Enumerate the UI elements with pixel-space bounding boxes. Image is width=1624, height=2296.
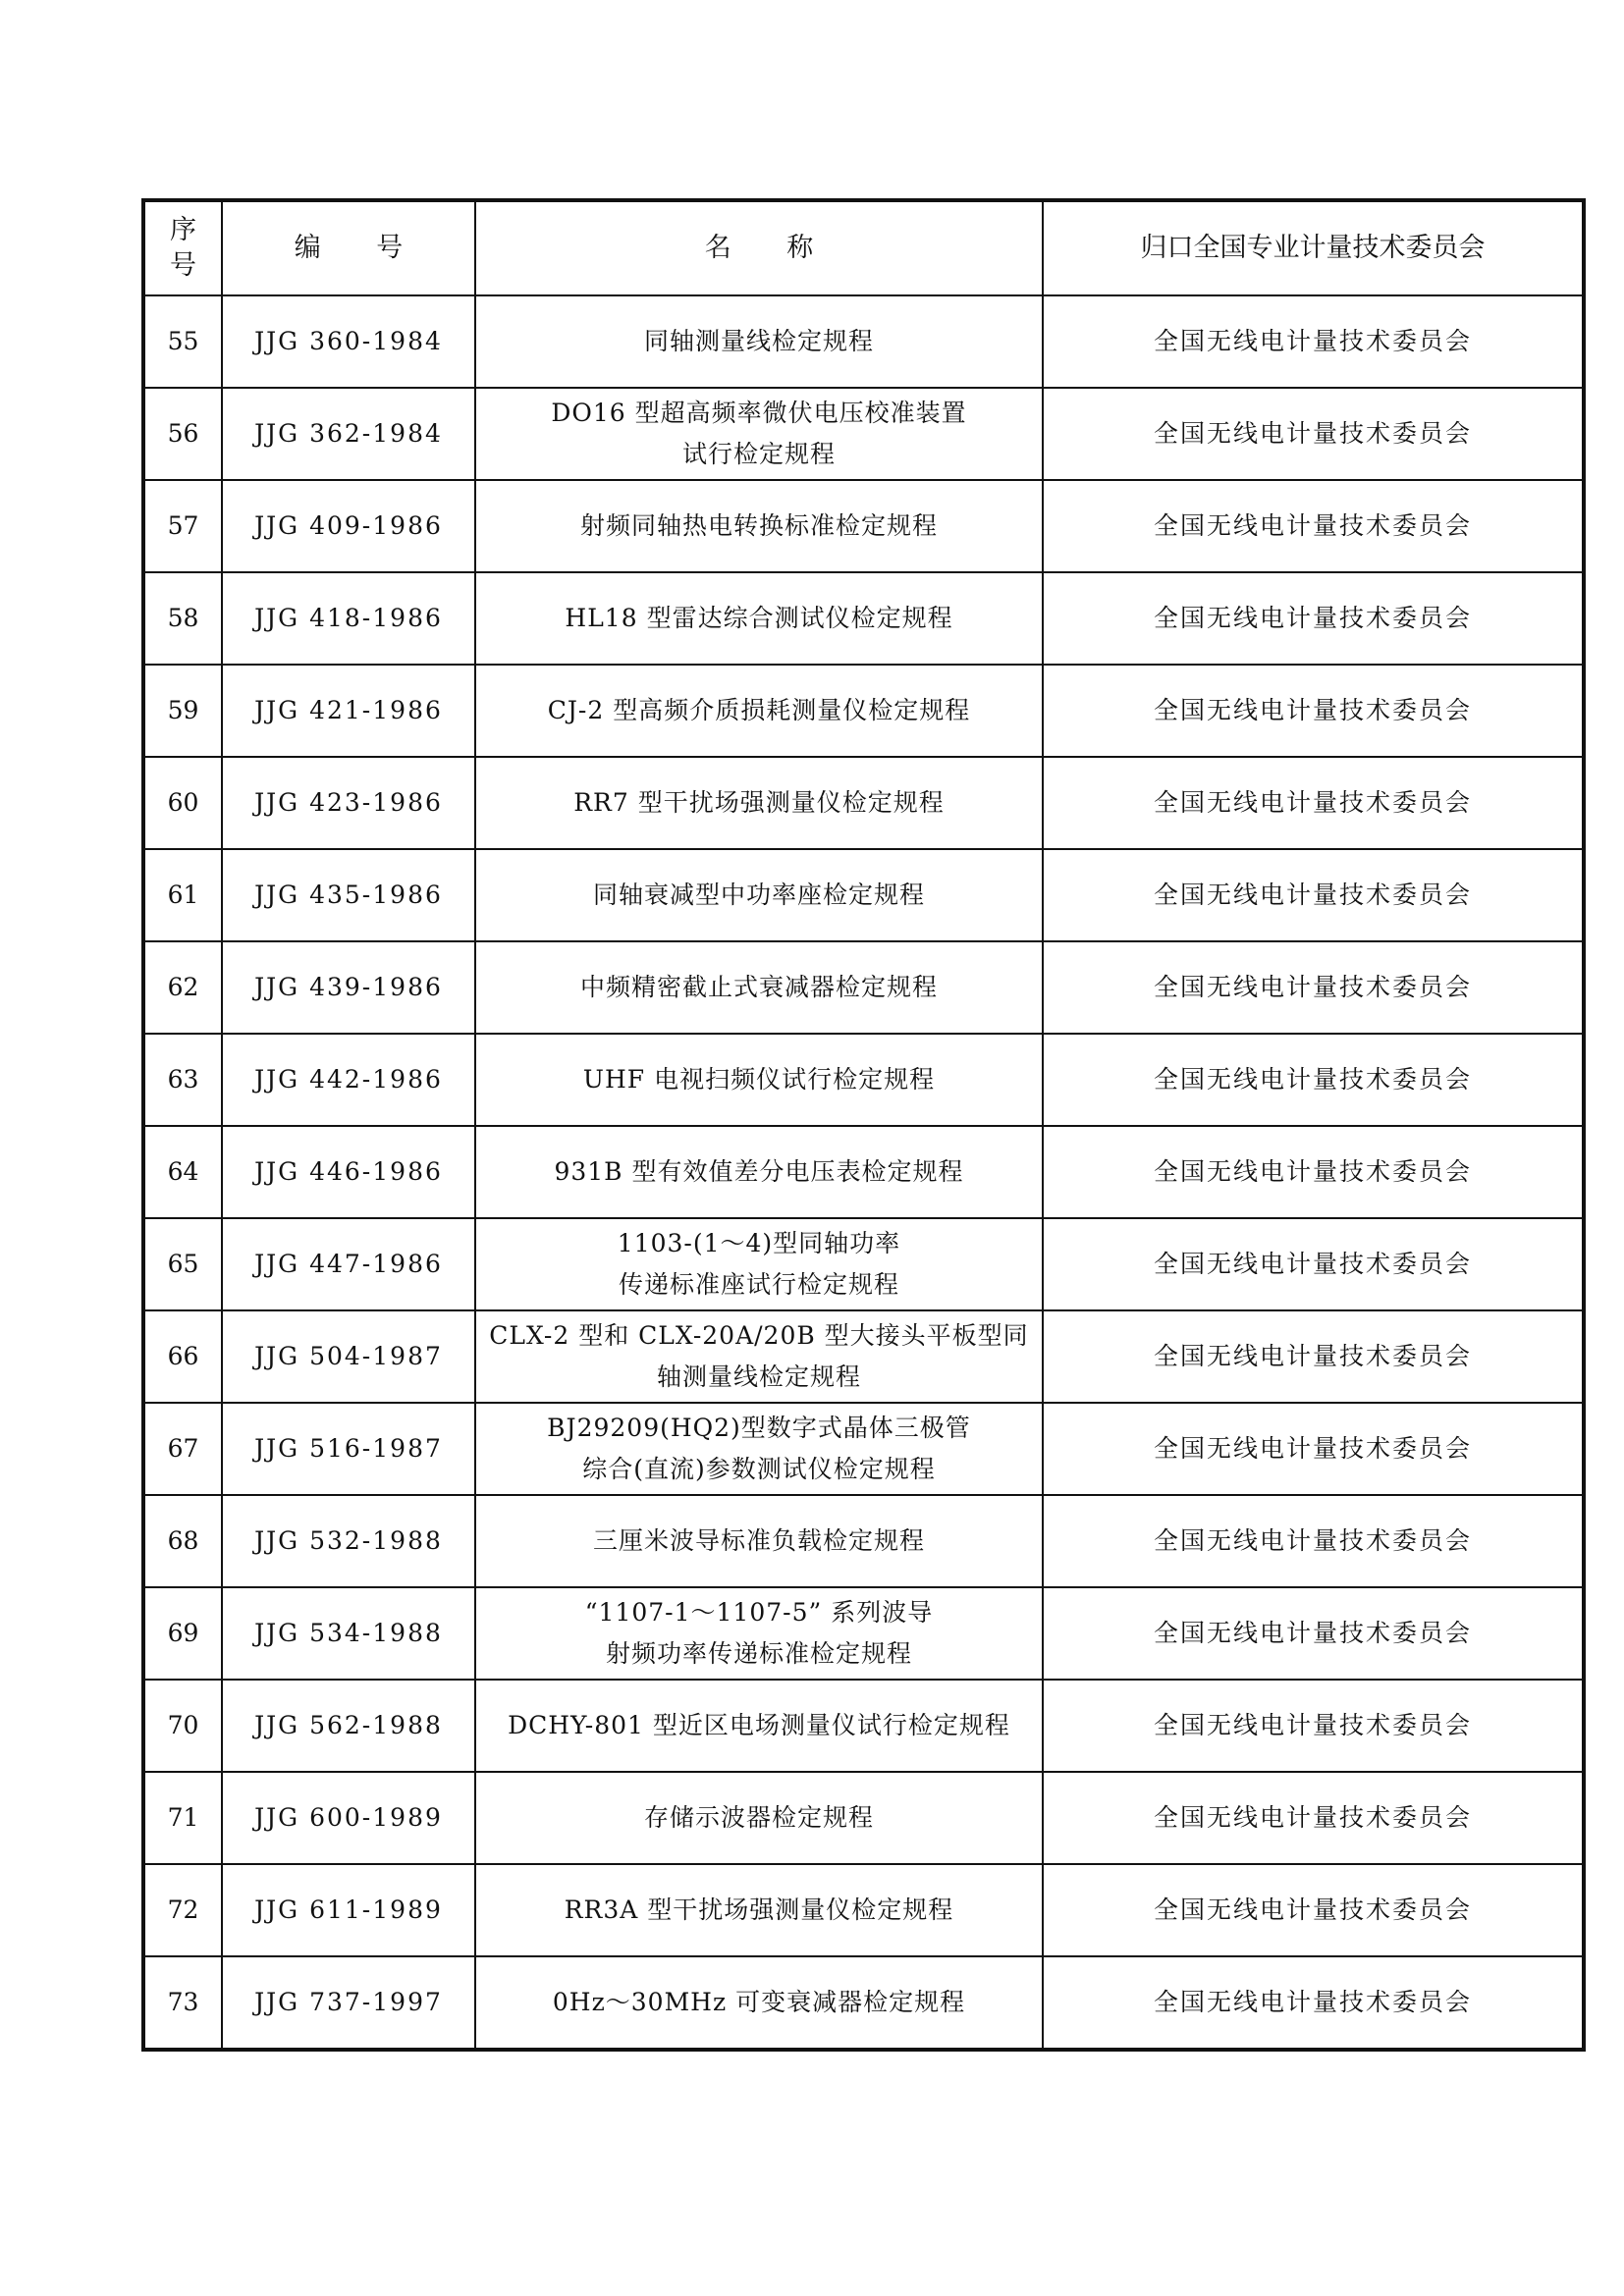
- row-code: JJG 504-1987: [222, 1310, 475, 1403]
- row-seq: 65: [143, 1218, 222, 1310]
- row-seq: 59: [143, 665, 222, 757]
- row-name-line: RR7 型干扰场强测量仪检定规程: [573, 788, 945, 817]
- row-committee: 全国无线电计量技术委员会: [1043, 572, 1584, 665]
- row-code: JJG 737-1997: [222, 1956, 475, 2050]
- row-committee: 全国无线电计量技术委员会: [1043, 1034, 1584, 1126]
- row-name-line: UHF 电视扫频仪试行检定规程: [582, 1065, 936, 1094]
- row-code: JJG 562-1988: [222, 1680, 475, 1772]
- table-header: [143, 200, 1584, 295]
- header-code-label: 编 号: [294, 233, 404, 263]
- row-name: [475, 1864, 1043, 1956]
- table-row: [143, 295, 1584, 388]
- row-name-line: RR3A 型干扰场强测量仪检定规程: [564, 1896, 954, 1924]
- row-name-line: 0Hz～30MHz 可变衰减器检定规程: [552, 1988, 966, 2016]
- row-seq: 62: [143, 941, 222, 1034]
- row-name-line: 存储示波器检定规程: [643, 1803, 874, 1832]
- table-row: [143, 1126, 1584, 1218]
- row-code: JJG 418-1986: [222, 572, 475, 665]
- table-row: [143, 757, 1584, 849]
- row-code: JJG 421-1986: [222, 665, 475, 757]
- row-name-line: 中频精密截止式衰减器检定规程: [579, 973, 938, 1001]
- row-code: JJG 423-1986: [222, 757, 475, 849]
- row-name: [475, 388, 1043, 480]
- row-name: [475, 1680, 1043, 1772]
- row-name: [475, 295, 1043, 388]
- row-name-line: 同轴测量线检定规程: [643, 327, 874, 355]
- row-committee: 全国无线电计量技术委员会: [1043, 849, 1584, 941]
- row-seq: 69: [143, 1587, 222, 1680]
- header-seq: [143, 200, 222, 295]
- row-seq: 72: [143, 1864, 222, 1956]
- row-name-line: “1107-1～1107-5” 系列波导: [584, 1598, 934, 1627]
- row-code: JJG 611-1989: [222, 1864, 475, 1956]
- row-seq: 66: [143, 1310, 222, 1403]
- row-seq: 55: [143, 295, 222, 388]
- row-name-line: CLX-2 型和 CLX-20A/20B 型大接头平板型同: [489, 1321, 1029, 1350]
- row-name-line: 931B 型有效值差分电压表检定规程: [554, 1157, 964, 1186]
- row-name-line: 射频同轴热电转换标准检定规程: [579, 511, 938, 540]
- row-committee: 全国无线电计量技术委员会: [1043, 1956, 1584, 2050]
- row-committee: 全国无线电计量技术委员会: [1043, 480, 1584, 572]
- row-name: [475, 1034, 1043, 1126]
- table-row: [143, 665, 1584, 757]
- row-committee: 全国无线电计量技术委员会: [1043, 1126, 1584, 1218]
- row-name: [475, 665, 1043, 757]
- table-body: [143, 295, 1584, 2050]
- row-code: JJG 442-1986: [222, 1034, 475, 1126]
- header-seq-line: 序: [170, 215, 196, 245]
- row-seq: 67: [143, 1403, 222, 1495]
- row-name-line: CJ-2 型高频介质损耗测量仪检定规程: [547, 696, 971, 724]
- row-name-line: 轴测量线检定规程: [656, 1362, 861, 1391]
- row-name: [475, 1403, 1043, 1495]
- row-committee: 全国无线电计量技术委员会: [1043, 1772, 1584, 1864]
- header-committee: [1043, 200, 1584, 295]
- row-name: [475, 757, 1043, 849]
- table-row: [143, 1034, 1584, 1126]
- row-code: JJG 534-1988: [222, 1587, 475, 1680]
- row-code: JJG 447-1986: [222, 1218, 475, 1310]
- row-seq: 70: [143, 1680, 222, 1772]
- row-name: [475, 941, 1043, 1034]
- table-row: [143, 1403, 1584, 1495]
- row-name: [475, 572, 1043, 665]
- row-name-line: 综合(直流)参数测试仪检定规程: [582, 1455, 936, 1483]
- row-seq: 56: [143, 388, 222, 480]
- row-committee: 全国无线电计量技术委员会: [1043, 1587, 1584, 1680]
- row-code: JJG 446-1986: [222, 1126, 475, 1218]
- row-name: [475, 849, 1043, 941]
- header-name: [475, 200, 1043, 295]
- row-seq: 63: [143, 1034, 222, 1126]
- row-seq: 61: [143, 849, 222, 941]
- row-seq: 58: [143, 572, 222, 665]
- row-code: JJG 409-1986: [222, 480, 475, 572]
- table-row: [143, 1218, 1584, 1310]
- row-code: JJG 439-1986: [222, 941, 475, 1034]
- table-row: [143, 480, 1584, 572]
- table-row: [143, 1495, 1584, 1587]
- row-name: [475, 1126, 1043, 1218]
- table-row: [143, 572, 1584, 665]
- row-code: JJG 532-1988: [222, 1495, 475, 1587]
- row-committee: 全国无线电计量技术委员会: [1043, 295, 1584, 388]
- table-row: [143, 1772, 1584, 1864]
- row-code: JJG 435-1986: [222, 849, 475, 941]
- row-seq: 57: [143, 480, 222, 572]
- row-name: [475, 1218, 1043, 1310]
- row-name: [475, 1587, 1043, 1680]
- row-committee: 全国无线电计量技术委员会: [1043, 1403, 1584, 1495]
- row-committee: 全国无线电计量技术委员会: [1043, 1310, 1584, 1403]
- row-committee: 全国无线电计量技术委员会: [1043, 1680, 1584, 1772]
- table-row: [143, 1680, 1584, 1772]
- row-committee: 全国无线电计量技术委员会: [1043, 941, 1584, 1034]
- row-committee: 全国无线电计量技术委员会: [1043, 1218, 1584, 1310]
- header-committee-label: 归口全国专业计量技术委员会: [1140, 233, 1486, 263]
- table-row: [143, 1864, 1584, 1956]
- row-committee: 全国无线电计量技术委员会: [1043, 665, 1584, 757]
- row-name-line: 1103-(1～4)型同轴功率: [617, 1229, 901, 1257]
- table-row: [143, 1587, 1584, 1680]
- header-row: [143, 200, 1584, 295]
- row-code: JJG 600-1989: [222, 1772, 475, 1864]
- row-name-line: DO16 型超高频率微伏电压校准装置: [551, 399, 967, 427]
- header-name-label: 名 称: [704, 233, 814, 263]
- row-committee: 全国无线电计量技术委员会: [1043, 388, 1584, 480]
- row-name-line: 试行检定规程: [681, 440, 836, 468]
- row-name-line: 同轴衰减型中功率座检定规程: [592, 881, 925, 909]
- header-seq-line: 号: [170, 250, 196, 281]
- row-name-line: 三厘米波导标准负载检定规程: [592, 1526, 925, 1555]
- row-name-line: DCHY-801 型近区电场测量仪试行检定规程: [508, 1711, 1010, 1739]
- row-seq: 73: [143, 1956, 222, 2050]
- row-name: [475, 1772, 1043, 1864]
- row-seq: 60: [143, 757, 222, 849]
- row-seq: 64: [143, 1126, 222, 1218]
- row-name: [475, 1310, 1043, 1403]
- row-seq: 71: [143, 1772, 222, 1864]
- regulation-table: [141, 198, 1586, 2052]
- row-name-line: HL18 型雷达综合测试仪检定规程: [565, 604, 953, 632]
- table-row: [143, 941, 1584, 1034]
- table-row: [143, 849, 1584, 941]
- row-name-line: 传递标准座试行检定规程: [618, 1270, 899, 1299]
- row-code: JJG 362-1984: [222, 388, 475, 480]
- table-row: [143, 388, 1584, 480]
- row-code: JJG 360-1984: [222, 295, 475, 388]
- row-name-line: 射频功率传递标准检定规程: [605, 1639, 912, 1668]
- row-name: [475, 1495, 1043, 1587]
- row-committee: 全国无线电计量技术委员会: [1043, 1864, 1584, 1956]
- row-committee: 全国无线电计量技术委员会: [1043, 1495, 1584, 1587]
- row-name-line: BJ29209(HQ2)型数字式晶体三极管: [547, 1414, 971, 1442]
- row-code: JJG 516-1987: [222, 1403, 475, 1495]
- row-seq: 68: [143, 1495, 222, 1587]
- row-committee: 全国无线电计量技术委员会: [1043, 757, 1584, 849]
- table-row: [143, 1956, 1584, 2050]
- row-name: [475, 1956, 1043, 2050]
- table-row: [143, 1310, 1584, 1403]
- header-code: [222, 200, 475, 295]
- row-name: [475, 480, 1043, 572]
